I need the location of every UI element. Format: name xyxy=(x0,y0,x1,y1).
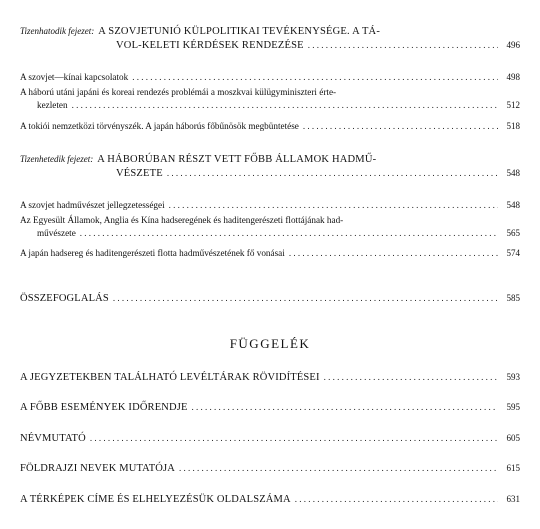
chapter-16-label: Tizenhatodik fejezet: xyxy=(20,26,95,36)
item-text: A japán hadsereg és haditengerészeti flotta hadművészetének fő vonásai xyxy=(20,248,285,258)
chapter-17-label: Tizenhetedik fejezet: xyxy=(20,154,94,164)
item-page: 574 xyxy=(506,248,520,258)
chapter-17-entry xyxy=(20,152,520,180)
item-page: 565 xyxy=(506,228,520,238)
item-text: A szovjet—kínai kapcsolatok xyxy=(20,72,129,82)
item-page: 631 xyxy=(506,494,520,504)
dot-leader xyxy=(192,400,498,413)
appendix-item-4 xyxy=(20,461,520,475)
item-page: 518 xyxy=(506,121,520,131)
item-page: 512 xyxy=(506,100,520,110)
item-page: 498 xyxy=(506,72,520,82)
chapter-17-item-2 xyxy=(20,214,520,239)
chapter-17-item-1 xyxy=(20,198,520,211)
summary-entry xyxy=(20,291,520,305)
dot-leader xyxy=(90,431,498,444)
dot-leader xyxy=(132,70,498,83)
chapter-16-item-1 xyxy=(20,70,520,83)
chapter-17-title-line2: VÉSZETE xyxy=(116,168,163,179)
chapter-16-item-3 xyxy=(20,119,520,132)
chapter-16-entry xyxy=(20,24,520,52)
item-text: A tokiói nemzetközi törvényszék. A japán háborús főbűnösök megbüntetése xyxy=(20,121,299,131)
item-text: A JEGYZETEKBEN TALÁLHATÓ LEVÉLTÁRAK RÖVIDÍTÉSEI xyxy=(20,372,320,383)
summary-text: ÖSSZEFOGLALÁS xyxy=(20,293,109,304)
item-text: NÉVMUTATÓ xyxy=(20,433,86,444)
item-text-line1: A háború utáni japáni és koreai rendezés problémái a moszkvai külügyminiszteri érte- xyxy=(20,87,337,97)
dot-leader xyxy=(80,226,498,239)
item-text-line1: Az Egyesült Államok, Anglia és Kína hadseregének és haditengerészeti flottájának had- xyxy=(20,215,344,225)
item-page: 615 xyxy=(506,463,520,473)
item-page: 595 xyxy=(506,402,520,412)
chapter-16-title-line2: VOL-KELETI KÉRDÉSEK RENDEZÉSE xyxy=(116,40,304,51)
dot-leader xyxy=(72,98,498,111)
dot-leader xyxy=(169,198,498,211)
dot-leader xyxy=(179,461,498,474)
item-text: FÖLDRAJZI NEVEK MUTATÓJA xyxy=(20,463,176,474)
dot-leader xyxy=(295,492,498,505)
item-text-line2: művészete xyxy=(37,228,76,238)
summary-page: 585 xyxy=(506,293,520,303)
dot-leader xyxy=(167,166,498,179)
item-page: 548 xyxy=(506,200,520,210)
chapter-16-title-line1: A SZOVJETUNIÓ KÜLPOLITIKAI TEVÉKENYSÉGE. A TÁ- xyxy=(98,26,381,37)
item-text-line2: kezleten xyxy=(37,100,68,110)
item-text: A TÉRKÉPEK CÍME ÉS ELHELYEZÉSÜK OLDALSZÁMA xyxy=(20,494,291,505)
appendix-item-5 xyxy=(20,492,520,506)
appendix-item-3 xyxy=(20,431,520,445)
dot-leader xyxy=(308,38,498,51)
item-text: A szovjet hadművészet jellegzetességei xyxy=(20,200,165,210)
dot-leader xyxy=(289,246,498,259)
item-page: 593 xyxy=(506,372,520,382)
appendix-item-2 xyxy=(20,400,520,414)
item-page: 605 xyxy=(506,433,520,443)
chapter-16-item-2 xyxy=(20,86,520,111)
chapter-17-page: 548 xyxy=(506,168,520,178)
dot-leader xyxy=(113,291,498,304)
dot-leader xyxy=(303,119,498,132)
chapter-17-item-3 xyxy=(20,246,520,259)
item-text: A FŐBB ESEMÉNYEK IDŐRENDJE xyxy=(20,402,188,413)
chapter-16-page: 496 xyxy=(506,40,520,50)
appendix-heading: FÜGGELÉK xyxy=(229,336,311,351)
dot-leader xyxy=(324,370,498,383)
appendix-item-1 xyxy=(20,370,520,384)
chapter-17-title-line1: A HÁBORÚBAN RÉSZT VETT FŐBB ÁLLAMOK HADMŰ- xyxy=(97,154,377,165)
